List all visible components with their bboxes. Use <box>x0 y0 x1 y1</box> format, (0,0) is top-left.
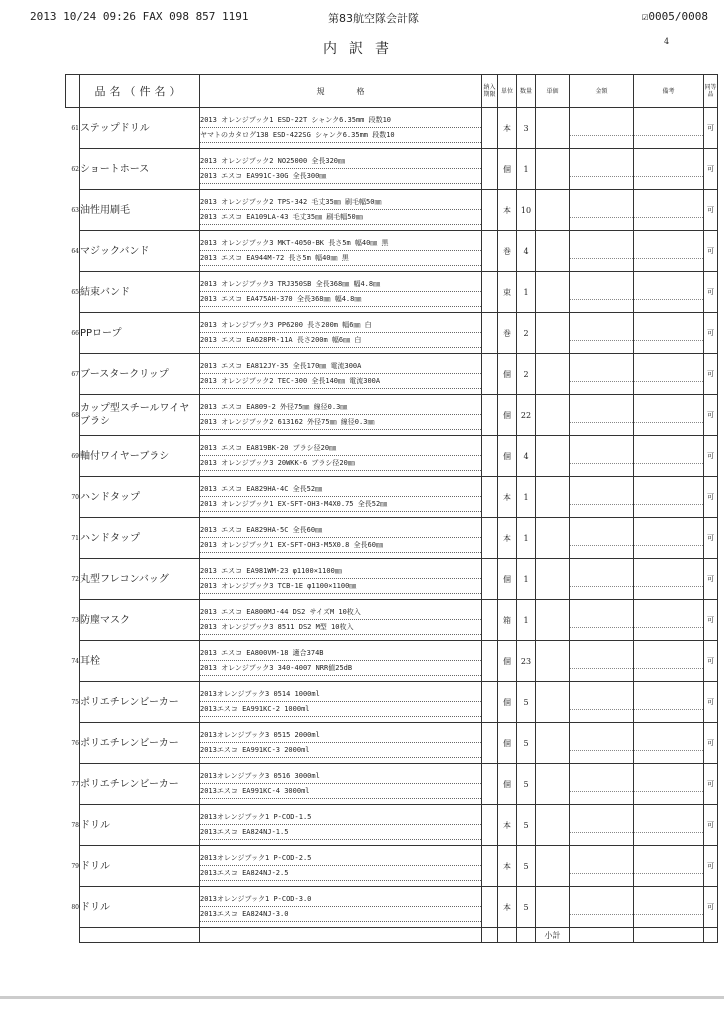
item-unit-price <box>536 600 570 641</box>
item-amount <box>570 231 634 272</box>
spec-line-1: 2013 エスコ EA809-2 外径75㎜ 線径0.3㎜ <box>200 400 481 415</box>
item-remarks <box>634 764 704 805</box>
item-unit: 本 <box>498 477 517 518</box>
item-spec <box>200 231 482 272</box>
fax-organization: 第83航空隊会計隊 <box>328 12 419 25</box>
item-unit-price <box>536 764 570 805</box>
item-unit: 個 <box>498 149 517 190</box>
item-equivalent: 可 <box>704 231 718 272</box>
item-deadline <box>482 190 498 231</box>
spec-line-2: 2013 オレンジブック3 8511 DS2 M型 10枚入 <box>200 620 481 635</box>
spec-line-2: 2013 オレンジブック3 TCB-1E φ1100×1100㎜ <box>200 579 481 594</box>
item-unit-price <box>536 149 570 190</box>
item-unit-price <box>536 354 570 395</box>
item-amount <box>570 108 634 149</box>
item-deadline <box>482 231 498 272</box>
item-remarks <box>634 272 704 313</box>
spec-line-1: 2013 エスコ EA981WM-23 φ1100×1100㎜ <box>200 564 481 579</box>
item-qty: 5 <box>517 805 536 846</box>
item-deadline <box>482 764 498 805</box>
table-row <box>66 805 718 846</box>
item-spec <box>200 600 482 641</box>
header-unit-price: 単価 <box>536 75 570 108</box>
item-equivalent: 可 <box>704 354 718 395</box>
item-qty: 1 <box>517 600 536 641</box>
item-spec <box>200 805 482 846</box>
table-row <box>66 477 718 518</box>
item-spec <box>200 354 482 395</box>
item-spec <box>200 108 482 149</box>
document-title: 内訳書 <box>323 41 401 57</box>
item-qty: 1 <box>517 149 536 190</box>
item-amount <box>570 723 634 764</box>
table-row <box>66 190 718 231</box>
row-number: 63 <box>71 206 79 214</box>
item-name: ポリエチレンビーカー <box>80 723 200 764</box>
item-equivalent: 可 <box>704 477 718 518</box>
item-deadline <box>482 641 498 682</box>
table-row <box>66 846 718 887</box>
row-number: 74 <box>71 657 79 665</box>
item-amount <box>570 272 634 313</box>
item-spec <box>200 723 482 764</box>
spec-line-1: 2013 エスコ EA819BK-20 ブラシ径20㎜ <box>200 441 481 456</box>
item-remarks <box>634 600 704 641</box>
item-deadline <box>482 887 498 928</box>
item-name: ステップドリル <box>80 108 200 149</box>
item-unit: 本 <box>498 108 517 149</box>
item-qty: 1 <box>517 518 536 559</box>
spec-line-2: 2013 エスコ EA628PR-11A 長さ200m 幅6㎜ 白 <box>200 333 481 348</box>
spec-line-2: 2013 エスコ EA475AH-370 全長368㎜ 幅4.8㎜ <box>200 292 481 307</box>
item-unit: 箱 <box>498 600 517 641</box>
item-amount <box>570 354 634 395</box>
table-row <box>66 887 718 928</box>
item-unit: 個 <box>498 436 517 477</box>
item-deadline <box>482 518 498 559</box>
spec-line-1: 2013 エスコ EA829HA-5C 全長60㎜ <box>200 523 481 538</box>
fax-page-number: ☑0005/0008 <box>641 10 708 23</box>
items-table <box>65 74 718 943</box>
item-spec <box>200 477 482 518</box>
item-equivalent: 可 <box>704 846 718 887</box>
item-spec <box>200 682 482 723</box>
item-deadline <box>482 846 498 887</box>
spec-line-1: 2013 エスコ EA829HA-4C 全長52㎜ <box>200 482 481 497</box>
item-unit-price <box>536 805 570 846</box>
header-remarks: 備考 <box>634 75 704 108</box>
spec-line-1: 2013 エスコ EA800VM-18 適合374B <box>200 646 481 661</box>
item-deadline <box>482 149 498 190</box>
header-amount: 金額 <box>570 75 634 108</box>
fax-header <box>30 10 714 26</box>
spec-line-2: 2013 オレンジブック2 TEC-300 全長140㎜ 電流300A <box>200 374 481 389</box>
item-unit-price <box>536 395 570 436</box>
item-unit: 個 <box>498 559 517 600</box>
table-row <box>66 600 718 641</box>
item-unit-price <box>536 231 570 272</box>
item-name: ドリル <box>80 846 200 887</box>
item-amount <box>570 887 634 928</box>
item-qty: 2 <box>517 313 536 354</box>
item-unit: 巻 <box>498 313 517 354</box>
table-row <box>66 354 718 395</box>
fax-timestamp: 2013 10/24 09:26 FAX 098 857 1191 <box>30 10 249 23</box>
item-unit: 個 <box>498 641 517 682</box>
fax-page-number-text: 0005/0008 <box>648 10 708 23</box>
spec-line-1: 2013 オレンジブック2 NO25000 全長320㎜ <box>200 154 481 169</box>
item-deadline <box>482 272 498 313</box>
item-amount <box>570 149 634 190</box>
item-equivalent: 可 <box>704 805 718 846</box>
spec-line-2: 2013エスコ EA991KC-3 2000ml <box>200 743 481 758</box>
page-mark: 4 <box>664 37 670 46</box>
scan-edge-line <box>0 996 724 999</box>
item-remarks <box>634 805 704 846</box>
item-remarks <box>634 641 704 682</box>
item-name: ポリエチレンビーカー <box>80 682 200 723</box>
item-equivalent: 可 <box>704 600 718 641</box>
item-spec <box>200 559 482 600</box>
item-unit: 個 <box>498 395 517 436</box>
item-qty: 3 <box>517 108 536 149</box>
row-number: 80 <box>71 903 79 911</box>
item-remarks <box>634 887 704 928</box>
table-row <box>66 395 718 436</box>
item-qty: 5 <box>517 887 536 928</box>
item-qty: 1 <box>517 477 536 518</box>
row-number: 79 <box>71 862 79 870</box>
item-remarks <box>634 559 704 600</box>
item-unit-price <box>536 477 570 518</box>
spec-line-2: 2013エスコ EA824NJ-3.0 <box>200 907 481 922</box>
item-unit-price <box>536 846 570 887</box>
item-deadline <box>482 559 498 600</box>
item-remarks <box>634 231 704 272</box>
item-name: カップ型スチールワイヤブラシ <box>80 395 200 436</box>
row-number: 65 <box>71 288 79 296</box>
table-row <box>66 723 718 764</box>
row-number: 71 <box>71 534 79 542</box>
item-qty: 5 <box>517 723 536 764</box>
subtotal-label: 小計 <box>536 928 570 943</box>
item-unit: 束 <box>498 272 517 313</box>
item-name: ハンドタップ <box>80 477 200 518</box>
item-remarks <box>634 723 704 764</box>
item-deadline <box>482 723 498 764</box>
row-number: 76 <box>71 739 79 747</box>
table-row <box>66 436 718 477</box>
spec-line-2: 2013 オレンジブック2 613162 外径75㎜ 線径0.3㎜ <box>200 415 481 430</box>
table-row <box>66 108 718 149</box>
item-name: ブースタークリップ <box>80 354 200 395</box>
header-qty: 数量 <box>517 75 536 108</box>
item-amount <box>570 682 634 723</box>
item-name: マジックバンド <box>80 231 200 272</box>
item-equivalent: 可 <box>704 190 718 231</box>
item-unit-price <box>536 108 570 149</box>
spec-line-1: 2013 オレンジブック3 MKT-4050-BK 長さ5m 幅40㎜ 黒 <box>200 236 481 251</box>
item-equivalent: 可 <box>704 395 718 436</box>
item-unit: 巻 <box>498 231 517 272</box>
table-row <box>66 231 718 272</box>
item-equivalent: 可 <box>704 436 718 477</box>
spec-line-1: 2013オレンジブック1 P-COD-1.5 <box>200 810 481 825</box>
spec-line-1: 2013 オレンジブック3 TRJ350SB 全長368㎜ 幅4.8㎜ <box>200 277 481 292</box>
row-number: 64 <box>71 247 79 255</box>
item-equivalent: 可 <box>704 108 718 149</box>
spec-line-2: 2013エスコ EA991KC-4 3000ml <box>200 784 481 799</box>
item-spec <box>200 764 482 805</box>
item-amount <box>570 190 634 231</box>
item-remarks <box>634 518 704 559</box>
item-amount <box>570 518 634 559</box>
header-index <box>66 75 80 108</box>
item-spec <box>200 846 482 887</box>
item-qty: 10 <box>517 190 536 231</box>
item-qty: 4 <box>517 231 536 272</box>
item-unit-price <box>536 559 570 600</box>
subtotal-amount <box>570 928 634 943</box>
spec-line-2: ヤマトのカタログ138 ESD-422SG シャンク6.35mm 段数10 <box>200 128 481 143</box>
item-amount <box>570 846 634 887</box>
item-unit-price <box>536 272 570 313</box>
item-equivalent: 可 <box>704 149 718 190</box>
item-qty: 22 <box>517 395 536 436</box>
spec-line-1: 2013 オレンジブック1 ESD-22T シャンク6.35mm 段数10 <box>200 113 481 128</box>
spec-line-2: 2013 エスコ EA944M-72 長さ5m 幅40㎜ 黒 <box>200 251 481 266</box>
spec-line-2: 2013 エスコ EA109LA-43 毛丈35㎜ 刷毛幅50㎜ <box>200 210 481 225</box>
table-header-row <box>66 75 718 108</box>
spec-line-1: 2013 オレンジブック2 TPS-342 毛丈35㎜ 刷毛幅50㎜ <box>200 195 481 210</box>
item-equivalent: 可 <box>704 641 718 682</box>
header-equivalent: 同等品 <box>704 75 718 108</box>
item-amount <box>570 477 634 518</box>
item-unit: 個 <box>498 354 517 395</box>
item-spec <box>200 149 482 190</box>
item-amount <box>570 600 634 641</box>
item-name: ポリエチレンビーカー <box>80 764 200 805</box>
spec-line-1: 2013オレンジブック1 P-COD-3.0 <box>200 892 481 907</box>
spec-line-2: 2013 オレンジブック3 340-4007 NRR値25dB <box>200 661 481 676</box>
item-unit-price <box>536 436 570 477</box>
table-row <box>66 764 718 805</box>
item-name: 丸型フレコンバッグ <box>80 559 200 600</box>
item-remarks <box>634 149 704 190</box>
item-spec <box>200 190 482 231</box>
item-name: PPロープ <box>80 313 200 354</box>
header-spec: 規 格 <box>200 75 482 108</box>
item-spec <box>200 436 482 477</box>
row-number: 69 <box>71 452 79 460</box>
item-deadline <box>482 805 498 846</box>
item-equivalent: 可 <box>704 723 718 764</box>
item-unit: 本 <box>498 805 517 846</box>
item-equivalent: 可 <box>704 272 718 313</box>
item-amount <box>570 764 634 805</box>
spec-line-2: 2013エスコ EA824NJ-2.5 <box>200 866 481 881</box>
item-spec <box>200 641 482 682</box>
item-spec <box>200 395 482 436</box>
item-unit: 本 <box>498 846 517 887</box>
item-spec <box>200 272 482 313</box>
item-name: 防塵マスク <box>80 600 200 641</box>
item-unit: 本 <box>498 518 517 559</box>
item-unit: 個 <box>498 682 517 723</box>
spec-line-1: 2013オレンジブック3 0515 2000ml <box>200 728 481 743</box>
spec-line-1: 2013 エスコ EA800MJ-44 DS2 サイズM 10枚入 <box>200 605 481 620</box>
item-name: ショートホース <box>80 149 200 190</box>
header-unit: 単位 <box>498 75 517 108</box>
item-remarks <box>634 108 704 149</box>
item-amount <box>570 559 634 600</box>
item-name: 耳栓 <box>80 641 200 682</box>
item-qty: 23 <box>517 641 536 682</box>
item-qty: 5 <box>517 682 536 723</box>
item-remarks <box>634 436 704 477</box>
item-remarks <box>634 477 704 518</box>
item-amount <box>570 641 634 682</box>
row-number: 61 <box>71 124 79 132</box>
spec-line-2: 2013エスコ EA991KC-2 1000ml <box>200 702 481 717</box>
item-deadline <box>482 436 498 477</box>
item-amount <box>570 805 634 846</box>
row-number: 73 <box>71 616 79 624</box>
table-row <box>66 559 718 600</box>
table-body <box>66 108 718 928</box>
spec-line-2: 2013 オレンジブック1 EX-SFT-OH3-M5X0.8 全長60㎜ <box>200 538 481 553</box>
spec-line-1: 2013 オレンジブック3 PP6200 長さ200m 幅6㎜ 白 <box>200 318 481 333</box>
spec-line-2: 2013エスコ EA824NJ-1.5 <box>200 825 481 840</box>
item-equivalent: 可 <box>704 559 718 600</box>
table-row <box>66 149 718 190</box>
item-remarks <box>634 313 704 354</box>
spec-line-1: 2013オレンジブック1 P-COD-2.5 <box>200 851 481 866</box>
row-number: 72 <box>71 575 79 583</box>
item-qty: 1 <box>517 559 536 600</box>
item-name: 軸付ワイヤーブラシ <box>80 436 200 477</box>
item-qty: 5 <box>517 764 536 805</box>
item-name: 油性用刷毛 <box>80 190 200 231</box>
table-row <box>66 272 718 313</box>
item-name: 結束バンド <box>80 272 200 313</box>
item-deadline <box>482 600 498 641</box>
subtotal-row <box>66 928 718 943</box>
item-unit: 個 <box>498 764 517 805</box>
item-amount <box>570 436 634 477</box>
item-unit-price <box>536 887 570 928</box>
item-deadline <box>482 477 498 518</box>
item-deadline <box>482 108 498 149</box>
row-number: 66 <box>71 329 79 337</box>
item-deadline <box>482 395 498 436</box>
item-remarks <box>634 354 704 395</box>
row-number: 75 <box>71 698 79 706</box>
item-name: ドリル <box>80 887 200 928</box>
spec-line-2: 2013 オレンジブック3 20WKK-6 ブラシ径20㎜ <box>200 456 481 471</box>
item-name: ハンドタップ <box>80 518 200 559</box>
spec-line-2: 2013 エスコ EA991C-30G 全長300㎜ <box>200 169 481 184</box>
item-spec <box>200 518 482 559</box>
item-equivalent: 可 <box>704 518 718 559</box>
item-unit: 本 <box>498 190 517 231</box>
table-row <box>66 313 718 354</box>
header-deadline: 納入期限 <box>482 75 498 108</box>
item-qty: 5 <box>517 846 536 887</box>
item-spec <box>200 887 482 928</box>
spec-line-1: 2013 エスコ EA812JY-35 全長170㎜ 電流300A <box>200 359 481 374</box>
item-unit-price <box>536 518 570 559</box>
item-amount <box>570 313 634 354</box>
row-number: 62 <box>71 165 79 173</box>
item-remarks <box>634 395 704 436</box>
table-row <box>66 682 718 723</box>
item-unit-price <box>536 682 570 723</box>
item-deadline <box>482 313 498 354</box>
item-qty: 4 <box>517 436 536 477</box>
row-number: 77 <box>71 780 79 788</box>
item-spec <box>200 313 482 354</box>
table-row <box>66 641 718 682</box>
row-number: 70 <box>71 493 79 501</box>
item-equivalent: 可 <box>704 764 718 805</box>
item-unit: 本 <box>498 887 517 928</box>
item-amount <box>570 395 634 436</box>
row-number: 78 <box>71 821 79 829</box>
row-number: 67 <box>71 370 79 378</box>
item-deadline <box>482 354 498 395</box>
item-unit: 個 <box>498 723 517 764</box>
table-row <box>66 518 718 559</box>
item-qty: 2 <box>517 354 536 395</box>
spec-line-1: 2013オレンジブック3 0516 3000ml <box>200 769 481 784</box>
item-remarks <box>634 682 704 723</box>
header-name: 品名（件名） <box>80 75 200 108</box>
item-deadline <box>482 682 498 723</box>
item-equivalent: 可 <box>704 313 718 354</box>
spec-line-1: 2013オレンジブック3 0514 1000ml <box>200 687 481 702</box>
item-name: ドリル <box>80 805 200 846</box>
item-qty: 1 <box>517 272 536 313</box>
row-number: 68 <box>71 411 79 419</box>
spec-line-2: 2013 オレンジブック1 EX-SFT-OH3-M4X0.75 全長52㎜ <box>200 497 481 512</box>
item-equivalent: 可 <box>704 682 718 723</box>
item-unit-price <box>536 723 570 764</box>
item-unit-price <box>536 190 570 231</box>
item-unit-price <box>536 641 570 682</box>
item-remarks <box>634 846 704 887</box>
item-equivalent: 可 <box>704 887 718 928</box>
item-remarks <box>634 190 704 231</box>
item-unit-price <box>536 313 570 354</box>
